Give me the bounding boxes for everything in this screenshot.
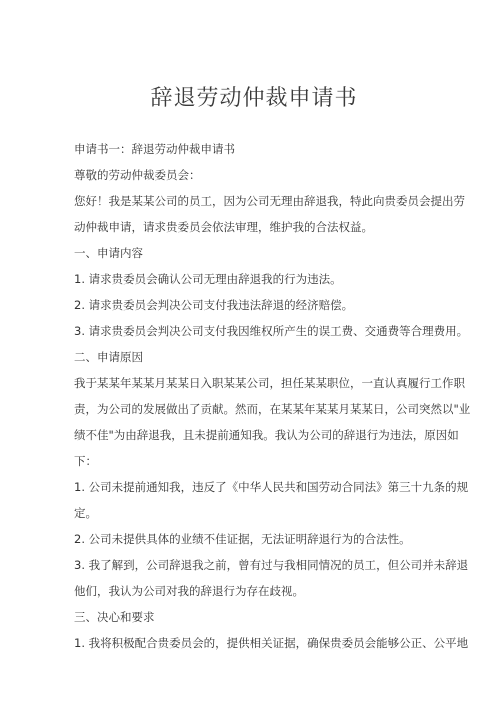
salutation: 尊敬的劳动仲裁委员会： (74, 168, 201, 182)
reason-paragraph-line-2: 责，为公司的发展做出了贡献。然而，在某某年某某月某某日，公司突然以"业 (74, 402, 471, 416)
paragraph-intro-line-1: 您好！我是某某公司的员工，因为公司无理由辞退我，特此向贵委员会提出劳 (74, 194, 465, 208)
section-heading-3: 三、决心和要求 (74, 610, 155, 624)
request-item-3: 3. 请求贵委员会判决公司支付我因维权所产生的误工费、交通费等合理费用。 (74, 324, 469, 338)
reason-paragraph-line-1: 我于某某年某某月某某日入职某某公司，担任某某职位，一直认真履行工作职 (74, 376, 465, 390)
request-item-1: 1. 请求贵委员会确认公司无理由辞退我的行为违法。 (74, 272, 342, 286)
document-body (74, 136, 471, 656)
section-heading-1: 一、申请内容 (74, 246, 143, 260)
reason-paragraph-line-3: 绩不佳"为由辞退我，且未提前通知我。我认为公司的辞退行为违法，原因如 (74, 428, 459, 442)
section-heading-2: 二、申请原因 (74, 350, 143, 364)
document-title: 辞退劳动仲裁申请书 (150, 86, 358, 111)
reason-item-1-line-2: 定。 (74, 506, 97, 520)
reason-item-2: 2. 公司未提供具体的业绩不佳证据，无法证明辞退行为的合法性。 (74, 532, 411, 546)
section-heading-application: 申请书一：辞退劳动仲裁申请书 (74, 142, 235, 156)
reason-item-1-line-1: 1. 公司未提前通知我，违反了《中华人民共和国劳动合同法》第三十九条的规 (74, 480, 469, 494)
reason-item-3-line-1: 3. 我了解到，公司辞退我之前，曾有过与我相同情况的员工，但公司并未辞退 (74, 558, 469, 572)
reason-item-3-line-2: 他们，我认为公司对我的辞退行为存在歧视。 (74, 584, 304, 598)
resolution-item-1: 1. 我将积极配合贵委员会的，提供相关证据，确保贵委员会能够公正、公平地 (74, 636, 469, 650)
reason-paragraph-line-4: 下： (74, 454, 97, 468)
paragraph-intro-line-2: 动仲裁申请，请求贵委员会依法审理，维护我的合法权益。 (74, 220, 373, 234)
request-item-2: 2. 请求贵委员会判决公司支付我违法辞退的经济赔偿。 (74, 298, 354, 312)
